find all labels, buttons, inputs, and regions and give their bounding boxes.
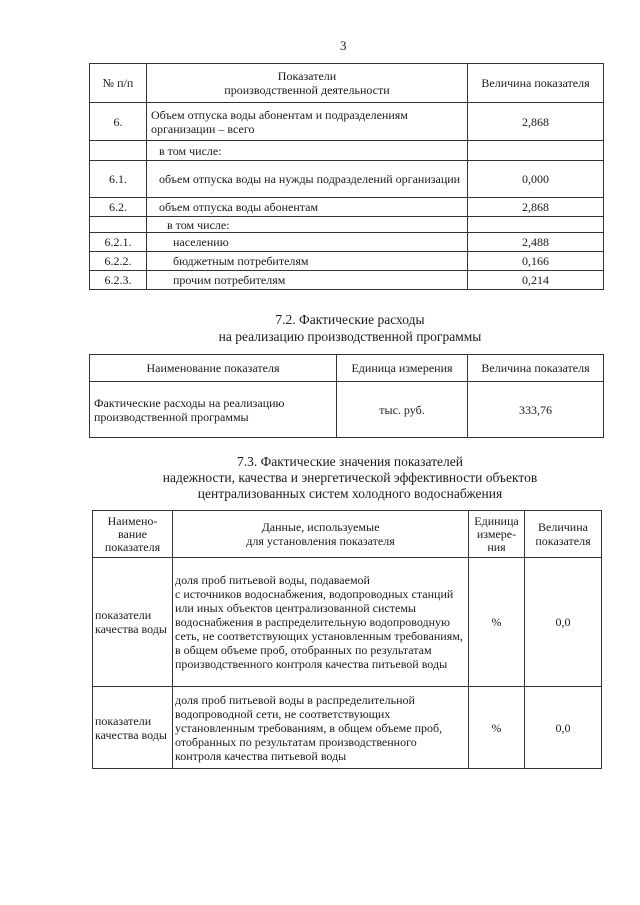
row-name: Фактические расходы на реализацию производственной программы bbox=[90, 382, 337, 438]
row-name: в том числе: bbox=[147, 217, 468, 233]
section-72-title-line2: на реализацию производственной программы bbox=[218, 329, 482, 344]
table-row bbox=[93, 687, 602, 769]
section-73-title-line3: централизованных систем холодного водоснабжения bbox=[197, 486, 503, 501]
row-name: показатели качества воды bbox=[93, 687, 173, 769]
row-value: 2,488 bbox=[468, 233, 604, 252]
page-number: 3 bbox=[340, 38, 347, 53]
row-unit: тыс. руб. bbox=[337, 382, 468, 438]
row-data: доля проб питьевой воды, подаваемой с источников водоснабжения, водопроводных станций или иных объектов централизованной системы водоснабжения в распределительную водопроводную сеть, не соответствующих установленным требованиям, в общем объеме проб, отобранных по результатам производственного контроля качества питьевой воды bbox=[173, 558, 469, 687]
actual-expenses-table bbox=[89, 354, 604, 438]
table-header-row bbox=[90, 64, 604, 103]
row-value bbox=[468, 141, 604, 161]
production-indicators-table bbox=[89, 63, 604, 290]
header-data: Данные, используемые для установления показателя bbox=[173, 511, 469, 558]
section-73-title-line1: 7.3. Фактические значения показателей bbox=[236, 454, 463, 469]
header-value: Величина показателя bbox=[468, 355, 604, 382]
row-name: населению bbox=[147, 233, 468, 252]
table-row bbox=[90, 382, 604, 438]
header-indicators: Показатели производственной деятельности bbox=[147, 64, 468, 103]
row-num: 6.2.3. bbox=[90, 271, 147, 290]
row-value: 0,214 bbox=[468, 271, 604, 290]
table-row bbox=[90, 252, 604, 271]
row-num: 6.2.1. bbox=[90, 233, 147, 252]
table-header-row bbox=[93, 511, 602, 558]
row-value: 2,868 bbox=[468, 198, 604, 217]
row-name: бюджетным потребителям bbox=[147, 252, 468, 271]
table-row bbox=[90, 233, 604, 252]
table-row bbox=[93, 558, 602, 687]
row-value: 0,166 bbox=[468, 252, 604, 271]
header-num: № п/п bbox=[90, 64, 147, 103]
table-row bbox=[90, 217, 604, 233]
header-unit: Единица измерения bbox=[337, 355, 468, 382]
row-value: 0,0 bbox=[525, 558, 602, 687]
row-num bbox=[90, 141, 147, 161]
header-name: Наименование показателя bbox=[90, 355, 337, 382]
row-name: объем отпуска воды абонентам bbox=[147, 198, 468, 217]
header-unit: Единица измере- ния bbox=[469, 511, 525, 558]
row-unit: % bbox=[469, 687, 525, 769]
row-unit: % bbox=[469, 558, 525, 687]
table-header-row bbox=[90, 355, 604, 382]
row-value: 0,0 bbox=[525, 687, 602, 769]
row-name: в том числе: bbox=[147, 141, 468, 161]
table-row bbox=[90, 271, 604, 290]
row-name: прочим потребителям bbox=[147, 271, 468, 290]
table-row bbox=[90, 161, 604, 198]
section-73-title-line2: надежности, качества и энергетической эффективности объектов bbox=[162, 470, 538, 485]
row-num: 6. bbox=[90, 103, 147, 141]
table-row bbox=[90, 141, 604, 161]
table-row bbox=[90, 198, 604, 217]
water-quality-table bbox=[92, 510, 602, 769]
row-value: 333,76 bbox=[468, 382, 604, 438]
header-value: Величина показателя bbox=[468, 64, 604, 103]
row-value: 0,000 bbox=[468, 161, 604, 198]
row-name: показатели качества воды bbox=[93, 558, 173, 687]
header-value: Величина показателя bbox=[525, 511, 602, 558]
row-value: 2,868 bbox=[468, 103, 604, 141]
row-name: объем отпуска воды на нужды подразделений организации bbox=[147, 161, 468, 198]
row-num bbox=[90, 217, 147, 233]
row-num: 6.1. bbox=[90, 161, 147, 198]
table-row bbox=[90, 103, 604, 141]
row-data: доля проб питьевой воды в распределительной водопроводной сети, не соответствующих установленным требованиям, в общем объеме проб, отобранных по результатам производственного контроля качества питьевой воды bbox=[173, 687, 469, 769]
row-num: 6.2.2. bbox=[90, 252, 147, 271]
row-value bbox=[468, 217, 604, 233]
row-num: 6.2. bbox=[90, 198, 147, 217]
section-72-title-line1: 7.2. Фактические расходы bbox=[275, 312, 425, 327]
header-name: Наимено- вание показателя bbox=[93, 511, 173, 558]
row-name: Объем отпуска воды абонентам и подразделениям организации – всего bbox=[147, 103, 468, 141]
